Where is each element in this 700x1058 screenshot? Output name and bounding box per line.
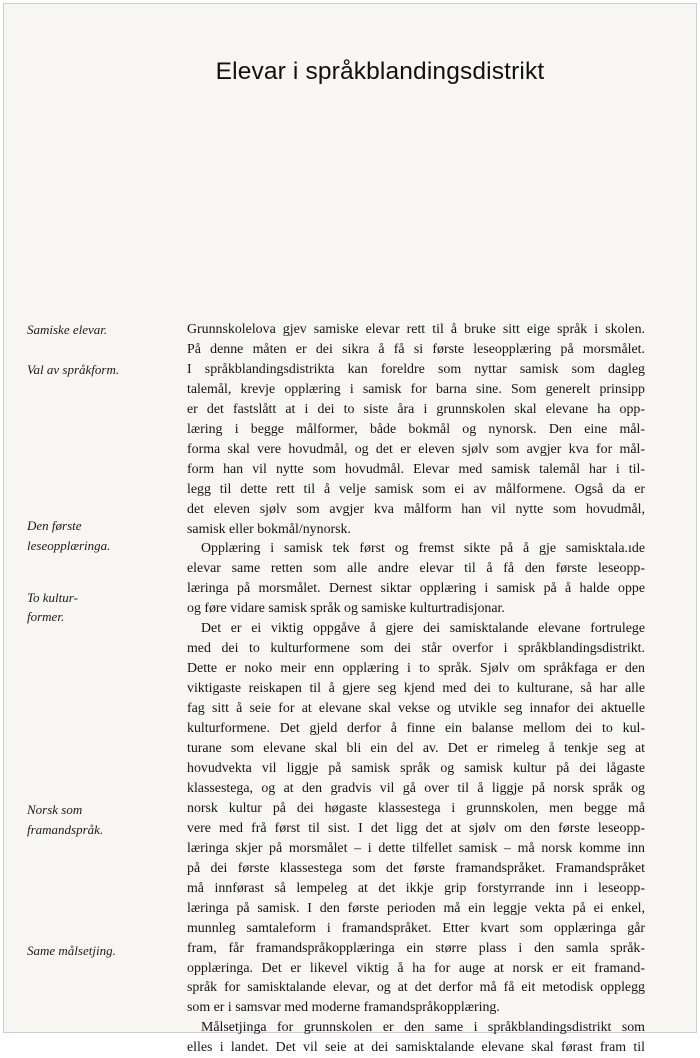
text-line: fram, får framandspråkopplæringa ein større plass i den samla språk- (187, 940, 645, 956)
text-line: vere med frå først til sist. I det ligg det at sjølv om den første leseopp- (187, 820, 645, 836)
text-line: elles i landet. Det vil seie at dei samisktalande elevane skal førast fram til (187, 1040, 645, 1056)
text-line: det eleven sjølv som avgjer kva målform han vil nytte som hovudmål, (187, 501, 645, 517)
text-line: kulturformene. Det gjeld derfor å finne ein balanse mellom dei to kul- (187, 721, 645, 737)
margin-note-framandspraak: framandspråk. (27, 822, 104, 837)
text-line: Målsetjinga for grunnskolen er den same i språkblandingsdistrikt som (201, 1020, 645, 1036)
text-line: Grunnskolelova gjev samiske elevar rett til å bruke sitt eige språk i skolen. (187, 322, 645, 337)
text-line: På denne måten er dei sikra å få si første leseopplæring på morsmålet. (187, 341, 645, 357)
text-line: samisk eller bokmål/nynorsk. (187, 521, 351, 537)
margin-note-leseopplaeringa: leseopplæringa. (27, 538, 111, 553)
text-line: form han vil nytte som hovudmål. Elevar med samisk talemål har i til- (187, 461, 645, 477)
text-line: viktigaste reiskapen til å gjere seg kjend med dei to kulturane, så har alle (187, 681, 645, 697)
text-line: forma skal vere hovudmål, og det er eleven sjølv som avgjer kva for mål- (187, 441, 645, 457)
paragraph-to-kulturformer (187, 619, 645, 1018)
text-line: klassestega, og at den gradvis vil gå over til å liggje på norsk språk og (187, 780, 645, 796)
text-line: munnleg samtaleform i framandspråket. Etter kvart som opplæringa går (187, 920, 645, 936)
margin-note-to-kultur: To kultur- (27, 590, 78, 605)
text-line: med dei to kulturformene som dei står overfor i språkblandingsdistrikt. (187, 641, 645, 657)
margin-note-samiske-elevar: Samiske elevar. (27, 322, 108, 337)
text-line: turane som elevane skal bli ein del av. Det er rimeleg å tenkje seg at (187, 741, 645, 757)
margin-note-former: former. (27, 609, 65, 624)
text-line: Det er ei viktig oppgåve å gjere dei samisktalande elevane fortrulege (201, 621, 645, 637)
page-title: Elevar i språkblandingsdistrikt (215, 58, 545, 85)
text-line: læring i begge målformer, både bokmål og nynorsk. Den eine mål- (187, 421, 645, 437)
body-text (187, 320, 645, 1058)
margin-note-norsk-som: Norsk som (27, 802, 83, 817)
text-line: som er i samsvar med moderne framandspråkopplæring. (187, 1000, 500, 1016)
paragraph-forste-leseopplaering (187, 539, 645, 619)
text-line: læringa skjer på morsmålet – i dette tilfellet samisk – må norsk komme inn (187, 840, 645, 856)
text-line: norsk kultur på dei høgaste klassestega i grunnskolen, men begge må (187, 800, 645, 816)
text-line: Opplæring i samisk tek først og fremst sikte på å gje samisktala.ıde (201, 541, 645, 557)
text-line: læringa på samisk. I den første perioden må ein leggje vekta på ei enkel, (187, 900, 645, 916)
text-line: må innførast så lempeleg at det ikkje grip forstyrrande inn i leseopp- (187, 880, 645, 896)
text-line: og føre vidare samisk språk og samiske kulturtradisjonar. (187, 601, 505, 617)
text-line: er det fastslått at i dei to siste åra i grunnskolen skal elevane ha opp- (187, 401, 645, 417)
text-line: hovudvekta vil liggje på samisk språk og samisk kultur på dei lågaste (187, 760, 645, 776)
margin-note-val-av-spraakform: Val av språkform. (27, 362, 120, 377)
text-line: læringa på morsmålet. Dernest siktar opplæring i samisk på å halde oppe (187, 581, 645, 597)
text-line: legg til dette rett til å velje samisk som ei av målformene. Også da er (187, 481, 645, 497)
text-line: Dette er noko meir enn opplæring i to språk. Sjølv om språkfaga er den (187, 661, 645, 677)
text-line: på dei første klassestega som det første framandspråket. Framandspråket (187, 860, 645, 876)
paragraph-samiske-elevar (187, 320, 645, 539)
paragraph-same-maalsetjing (187, 1018, 645, 1058)
text-line: fag sitt å seie for at elevane skal vekse og utvikle seg innafor dei aktuelle (187, 701, 645, 717)
text-line: opplæringa. Det er likevel viktig å ha for auge at norsk er eit framand- (187, 960, 645, 976)
text-line: språk for samisktalande elevar, og at det derfor må få eit metodisk opplegg (187, 980, 645, 996)
text-line: elevar same retten som alle andre elevar til å få den første leseopp- (187, 561, 645, 577)
text-line: talemål, krevje opplæring i samisk for barna sine. Som generelt prinsipp (187, 381, 645, 397)
margin-note-den-forste: Den første (27, 518, 82, 533)
margin-note-same-maalsetjing: Same målsetjing. (27, 943, 116, 958)
text-line: I språkblandingsdistrikta kan foreldre som nyttar samisk som dagleg (187, 361, 645, 377)
